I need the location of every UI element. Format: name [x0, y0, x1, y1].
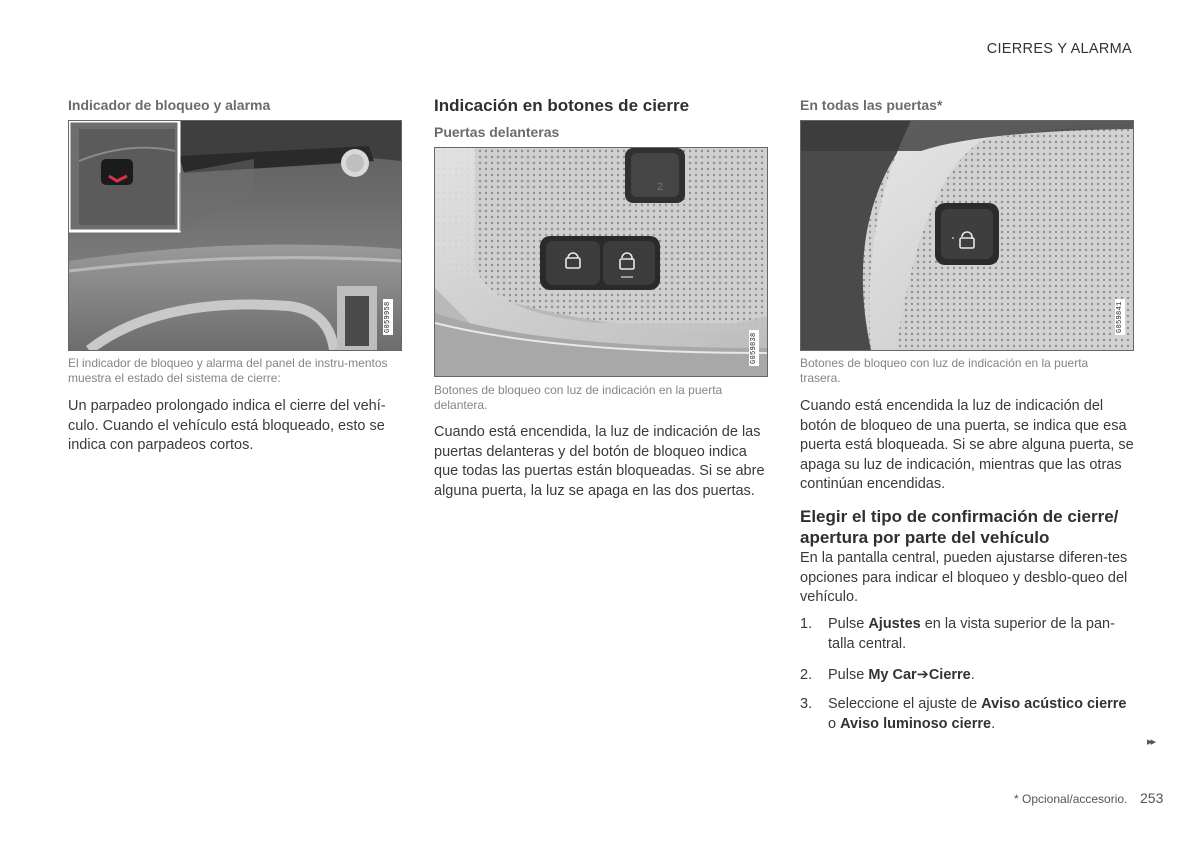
steps-list: [800, 615, 1134, 654]
step-text: .: [970, 667, 975, 683]
step-text: Pulse: [828, 667, 869, 683]
page-number: 253: [1140, 790, 1164, 806]
step-number: 1.: [800, 616, 813, 632]
step-2: [800, 666, 1134, 686]
rear-door-button-illustration: [801, 121, 1133, 350]
steps-list-3: [800, 695, 1134, 734]
footnote: * Opcional/accesorio.: [1014, 792, 1128, 806]
body-front-doors: Cuando está encendida, la luz de indicación de las puertas delanteras y del botón de bloqueo indica que todas las puertas están bloqueadas. Si se abre alguna puerta, la luz se apaga en las dos puertas.: [434, 424, 765, 499]
heading-lock-buttons: Indicación en botones de cierre: [434, 96, 690, 115]
subheading-front-doors: Puertas delanteras: [434, 124, 560, 140]
instrument-panel-illustration: [69, 121, 401, 350]
body-all-doors: Cuando está encendida la luz de indicación del botón de bloqueo de una puerta, se indica que esa puerta está bloqueada. Si se abre alguna puerta, se apaga su luz de indicación, mientras que las otras continúan encendidas.: [800, 398, 1134, 492]
figure-code: G059958: [384, 301, 392, 333]
step-setting-my-car: My Car: [868, 667, 917, 683]
heading-confirmation-type: [800, 506, 1134, 548]
step-1: [800, 615, 1134, 654]
caption-front-door-buttons: Botones de bloqueo con luz de indicación en la puerta delantera.: [434, 383, 723, 412]
step-setting-aviso-acustico: Aviso acústico cierre: [981, 696, 1127, 712]
heading-confirmation-line1: Elegir el tipo de confirmación de cierre/: [800, 507, 1119, 526]
step-text: o: [828, 715, 841, 732]
heading-confirmation-line2: apertura por parte del vehículo: [800, 528, 1050, 547]
caption-instrument-panel: El indicador de bloqueo y alarma del panel de instru-mentos muestra el estado del sistema de cierre:: [68, 356, 388, 385]
step-setting-aviso-luminoso: Aviso luminoso cierre: [840, 715, 992, 732]
caption-rear-door-button: Botones de bloqueo con luz de indicación en la puerta trasera.: [800, 356, 1089, 385]
step-text: Seleccione el ajuste de: [828, 696, 982, 712]
section-title: CIERRES Y ALARMA: [986, 41, 1132, 57]
heading-lock-indicator: Indicador de bloqueo y alarma: [68, 97, 271, 113]
continue-arrows-icon: ▸▸: [1147, 736, 1155, 748]
step-text: en la vista superior de la pan-talla central.: [828, 616, 1115, 652]
arrow-right-icon: ➔: [916, 667, 929, 683]
front-door-buttons-illustration: [435, 148, 767, 376]
figure-front-door-buttons: [434, 147, 768, 377]
step-text: .: [991, 715, 996, 732]
body-confirmation-intro: En la pantalla central, pueden ajustarse diferen-tes opciones para indicar el bloqueo y desblo-queo del vehículo.: [800, 550, 1128, 605]
figure-code: G059838: [750, 332, 758, 364]
heading-all-doors: En todas las puertas*: [800, 97, 943, 113]
figure-instrument-panel: [68, 120, 402, 351]
step-setting-ajustes: Ajustes: [868, 616, 921, 632]
steps-list-2: [800, 666, 1134, 686]
figure-rear-door-button: [800, 120, 1134, 351]
step-number: 2.: [800, 667, 813, 683]
body-lock-indicator: Un parpadeo prolongado indica el cierre del vehí-culo. Cuando el vehículo está bloqueado, esto se indica con parpadeos cortos.: [68, 398, 386, 453]
step-text: Pulse: [828, 616, 869, 632]
step-number: 3.: [800, 696, 813, 712]
step-3: [800, 695, 1134, 734]
svg-text:2: 2: [657, 181, 664, 193]
figure-code: G059841: [1116, 301, 1124, 333]
step-setting-cierre: Cierre: [928, 667, 971, 683]
